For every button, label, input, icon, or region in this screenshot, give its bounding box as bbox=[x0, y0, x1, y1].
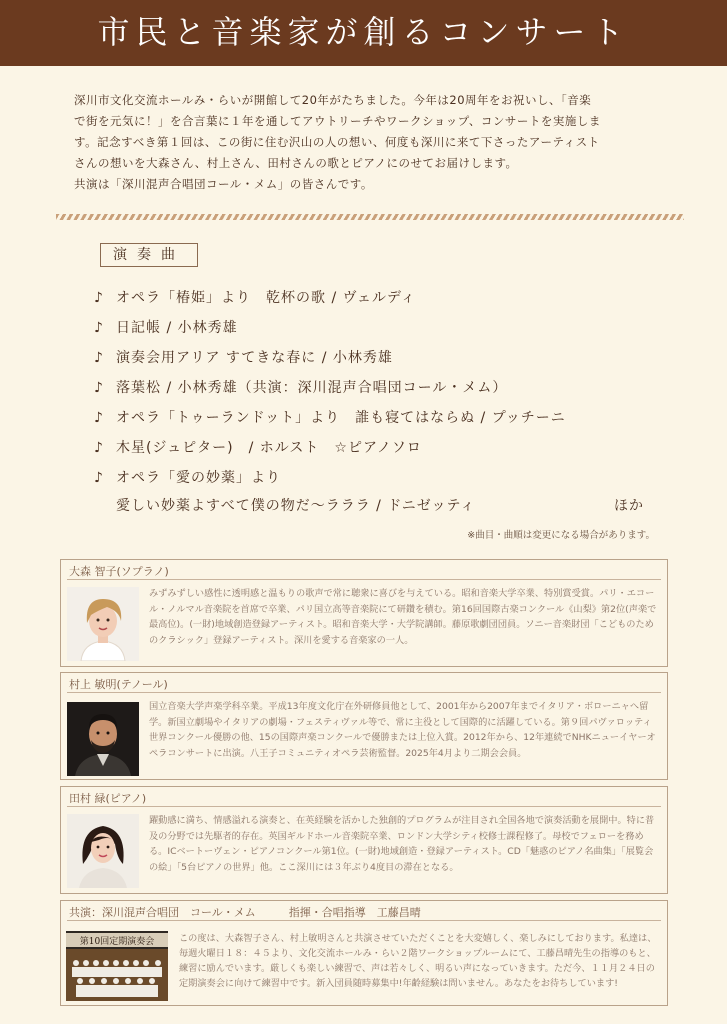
program-item-text: オペラ「トゥーランドット」より 誰も寝てはならぬ / プッチーニ bbox=[116, 410, 566, 426]
intro-line: 共演は「深川混声合唱団コール・メム」の皆さんです。 bbox=[74, 177, 373, 191]
program-item-text: オペラ「愛の妙薬」より bbox=[116, 470, 281, 486]
program-item bbox=[94, 313, 654, 343]
program-etc: ほか bbox=[614, 498, 644, 514]
program-footnote: ※曲目・曲順は変更になる場合があります。 bbox=[467, 530, 655, 541]
choir-card bbox=[60, 900, 668, 1006]
choir-banner-text: 第10回定期演奏会 bbox=[79, 937, 155, 947]
music-note-icon: ♪ bbox=[94, 350, 104, 366]
performer-name: 村上 敏明(テノール) bbox=[69, 678, 168, 691]
music-note-icon: ♪ bbox=[94, 440, 104, 456]
portrait-woman-bob-hair-icon bbox=[67, 814, 139, 888]
performer-name: 大森 智子(ソプラノ) bbox=[69, 565, 169, 578]
page-title: 市民と音楽家が創るコンサート bbox=[97, 13, 630, 51]
card-rule bbox=[67, 806, 661, 807]
program-heading: 演奏曲 bbox=[100, 243, 198, 267]
card-rule bbox=[67, 920, 661, 921]
choir-bio: この度は、大森智子さん、村上敏明さんと共演させていただくことを大変嬉しく、楽しみにしております。私達は、毎週火曜日１８：４５より、文化交流ホールみ・らい２階ワークショップルームにて、工藤昌晴先生の指導のもと、練習に励んでいます。厳しくも楽しい練習で、声は若々しく、明るい声になっていきます。ただ今、１１月２４日の定期演奏会に向けて練習中です。新入団員随時募集中!年齢経験は問いません。あなたをお待ちしています! bbox=[179, 933, 657, 989]
music-note-icon: ♪ bbox=[94, 290, 104, 306]
performer-card-murakami bbox=[60, 672, 668, 780]
music-note-icon: ♪ bbox=[94, 320, 104, 336]
program-item bbox=[94, 283, 654, 313]
program-item bbox=[94, 433, 654, 463]
performer-bio: みずみずしい感性に透明感と温もりの歌声で常に聴衆に喜びを与えている。昭和音楽大学卒業、特別賞受賞。パリ・エコール・ノルマル音楽院を首席で卒業、パリ国立高等音楽院にて研鑽を積む。第16回国際古楽コンクール《山梨》第2位(声楽で最高位)。(一財)地域創造登録アーティスト。昭和音楽大学・大学院講師。藤原歌劇団団員。ソニー音楽財団「こどものためのクラシック」登録アーティスト。深川を愛する音楽家の一人。 bbox=[149, 588, 657, 646]
performer-bio: 国立音楽大学声楽学科卒業。平成13年度文化庁在外研修員他として、2001年から2007年までイタリア・ボローニャへ留学。新国立劇場やイタリアの劇場・フェスティヴァル等で、常に主役として国際的に活躍している。第９回パヴァロッティ世界コンクール優勝の他、15の国際声楽コンクールで優勝または上位入賞。2012年から、12年連続でNHKニューイヤーオペラコンサートに出演。八王子コミュニティオペラ芸術監督。2025年4月より二期会会員。 bbox=[149, 701, 656, 759]
card-rule bbox=[67, 692, 661, 693]
program-item bbox=[94, 403, 654, 433]
program-item bbox=[94, 373, 654, 403]
performer-card-tamura bbox=[60, 786, 668, 894]
program-item-text: 落葉松 / 小林秀雄（共演：深川混声合唱団コール・メム） bbox=[116, 380, 508, 396]
program-subtitle-text: 愛しい妙薬よすべて僕の物だ～ラララ / ドニゼッティ bbox=[116, 498, 476, 514]
music-note-icon: ♪ bbox=[94, 410, 104, 426]
music-note-icon: ♪ bbox=[94, 380, 104, 396]
intro-line: さんの想いを大森さん、村上さん、田村さんの歌とピアノにのせてお届けします。 bbox=[74, 156, 518, 170]
dashed-divider bbox=[56, 214, 684, 220]
portrait-man-beard-icon bbox=[67, 702, 139, 776]
program-list bbox=[94, 283, 654, 519]
intro-text bbox=[74, 90, 674, 195]
intro-line: で街を元気に！」を合言葉に１年を通してアウトリーチやワークショップ、コンサートを実施しま bbox=[74, 114, 601, 128]
performer-card-omori bbox=[60, 559, 668, 667]
portrait-woman-short-hair-icon bbox=[67, 587, 139, 661]
program-item-text: 日記帳 / 小林秀雄 bbox=[116, 320, 238, 336]
program-item-subtitle bbox=[94, 493, 654, 519]
performer-name: 田村 緑(ピアノ) bbox=[69, 792, 147, 805]
intro-line: す。記念すべき第１回は、この街に住む沢山の人の想い、何度も深川に来て下さったアーティスト bbox=[74, 135, 600, 149]
program-item-text: 木星(ジュピター) / ホルスト ☆ピアノソロ bbox=[116, 440, 422, 456]
program-item-text: 演奏会用アリア すてきな春に / 小林秀雄 bbox=[116, 350, 393, 366]
choir-title: 共演：深川混声合唱団 コール・メム 指揮・合唱指導 工藤昌晴 bbox=[69, 906, 421, 919]
program-item-text: オペラ「椿姫」より 乾杯の歌 / ヴェルディ bbox=[116, 290, 416, 306]
music-note-icon: ♪ bbox=[94, 470, 104, 486]
performer-bio: 躍動感に満ち、情感溢れる演奏と、在英経験を活かした独創的プログラムが注目され全国各地で演奏活動を展開中。特に普及の分野では先駆者的存在。英国ギルドホール音楽院卒業、ロンドン大学シティ校修士課程修了。母校でフェローを務める。ICベートーヴェン・ピアノコンクール第1位。(一財)地域創造・登録アーティスト。CD「魅惑のピアノ名曲集」「展覧会の絵」「5台ピアノの世界」他。ここ深川には３年ぶり4度目の滞在となる。 bbox=[149, 815, 655, 873]
choir-group-photo-icon bbox=[66, 931, 168, 1001]
program-item bbox=[94, 343, 654, 373]
card-rule bbox=[67, 579, 661, 580]
program-item bbox=[94, 463, 654, 493]
header-banner bbox=[0, 0, 727, 66]
intro-line: 深川市文化交流ホールみ・らいが開館して20年がたちました。今年は20周年をお祝いし、「音楽 bbox=[74, 93, 592, 107]
